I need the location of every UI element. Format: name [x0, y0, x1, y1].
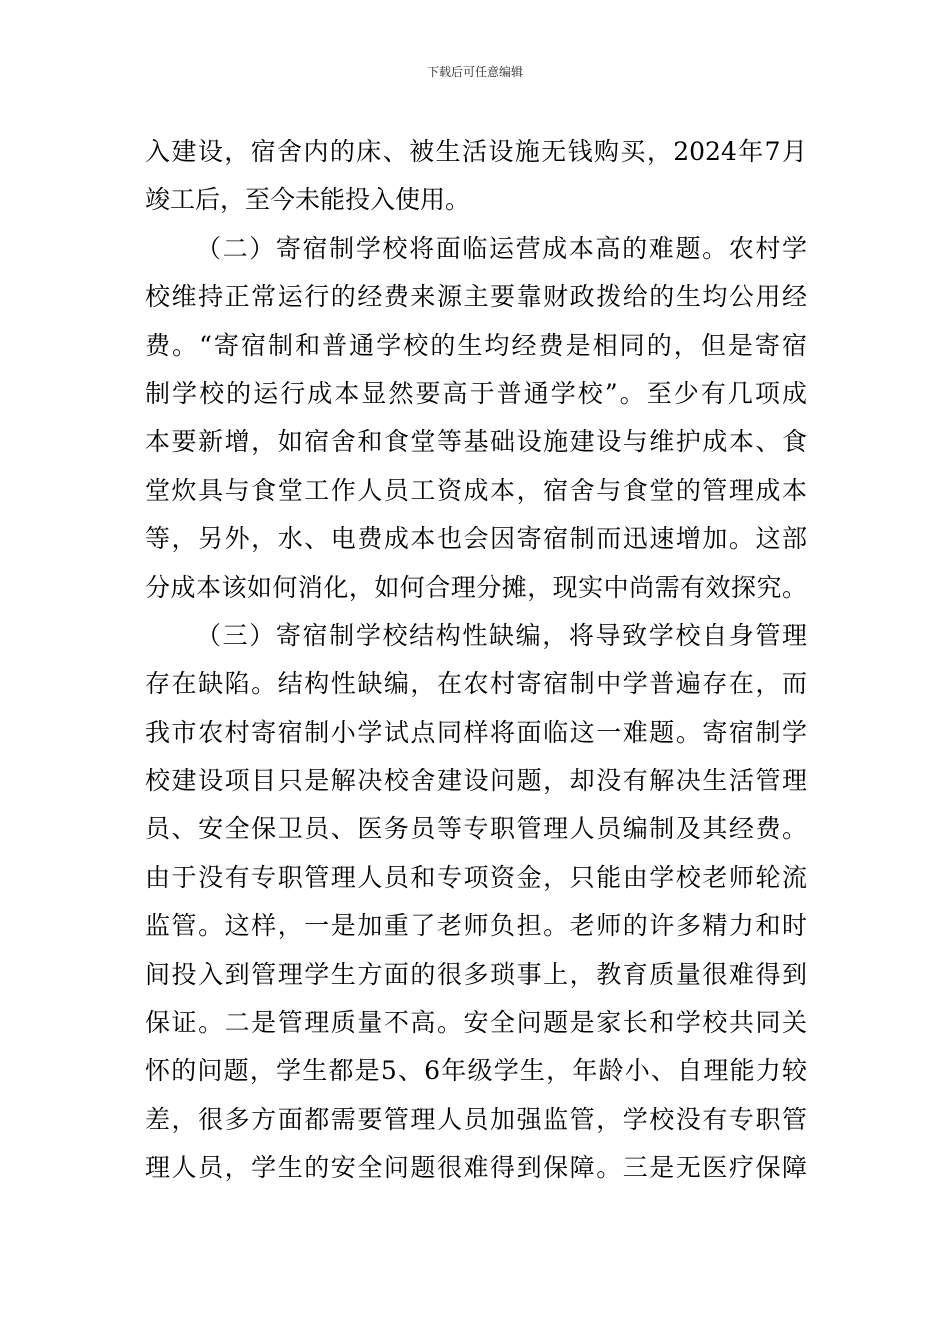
- text-line-21: 差，很多方面都需要管理人员加强监管，学校没有专职管: [145, 1104, 807, 1134]
- text-line-15: 员、安全保卫员、医务员等专职管理人员编制及其经费。: [145, 814, 807, 844]
- text-line-4: 校维持正常运行的经费来源主要靠财政拨给的生均公用经: [145, 282, 807, 312]
- page-header: 下载后可任意编辑: [426, 65, 523, 79]
- text-line-16: 由于没有专职管理人员和专项资金，只能由学校老师轮流: [145, 862, 807, 892]
- text-line-10: 分成本该如何消化，如何合理分摊，现实中尚需有效探究。: [145, 572, 807, 602]
- text-line-12: 存在缺陷。结构性缺编，在农村寄宿制中学普遍存在，而: [145, 669, 807, 699]
- text-line-22: 理人员，学生的安全问题很难得到保障。三是无医疗保障: [145, 1153, 807, 1183]
- text-line-14: 校建设项目只是解决校舍建设问题，却没有解决生活管理: [145, 766, 807, 796]
- text-line-8: 堂炊具与食堂工作人员工资成本，宿舍与食堂的管理成本: [145, 475, 807, 505]
- text-line-13: 我市农村寄宿制小学试点同样将面临这一难题。寄宿制学: [145, 717, 807, 747]
- text-line-6: 制学校的运行成本显然要高于普通学校”。至少有几项成: [145, 378, 807, 408]
- text-line-11: （三）寄宿制学校结构性缺编，将导致学校自身管理: [196, 620, 807, 650]
- text-line-17: 监管。这样，一是加重了老师负担。老师的许多精力和时: [145, 911, 807, 941]
- text-line-3: （二）寄宿制学校将面临运营成本高的难题。农村学: [196, 233, 807, 263]
- text-line-20: 怀的问题，学生都是5、6年级学生，年龄小、自理能力较: [145, 1056, 807, 1086]
- text-line-18: 间投入到管理学生方面的很多琐事上，教育质量很难得到: [145, 959, 807, 989]
- text-line-5: 费。“寄宿制和普通学校的生均经费是相同的，但是寄宿: [145, 330, 807, 360]
- text-line-9: 等，另外，水、电费成本也会因寄宿制而迅速增加。这部: [145, 524, 807, 554]
- text-line-2: 竣工后，至今未能投入使用。: [145, 185, 471, 215]
- text-line-19: 保证。二是管理质量不高。安全问题是家长和学校共同关: [145, 1008, 807, 1038]
- document-body: [145, 128, 807, 1193]
- text-line-1: 入建设，宿舍内的床、被生活设施无钱购买，2024年7月: [145, 137, 807, 166]
- text-line-7: 本要新增，如宿舍和食堂等基础设施建设与维护成本、食: [145, 427, 807, 457]
